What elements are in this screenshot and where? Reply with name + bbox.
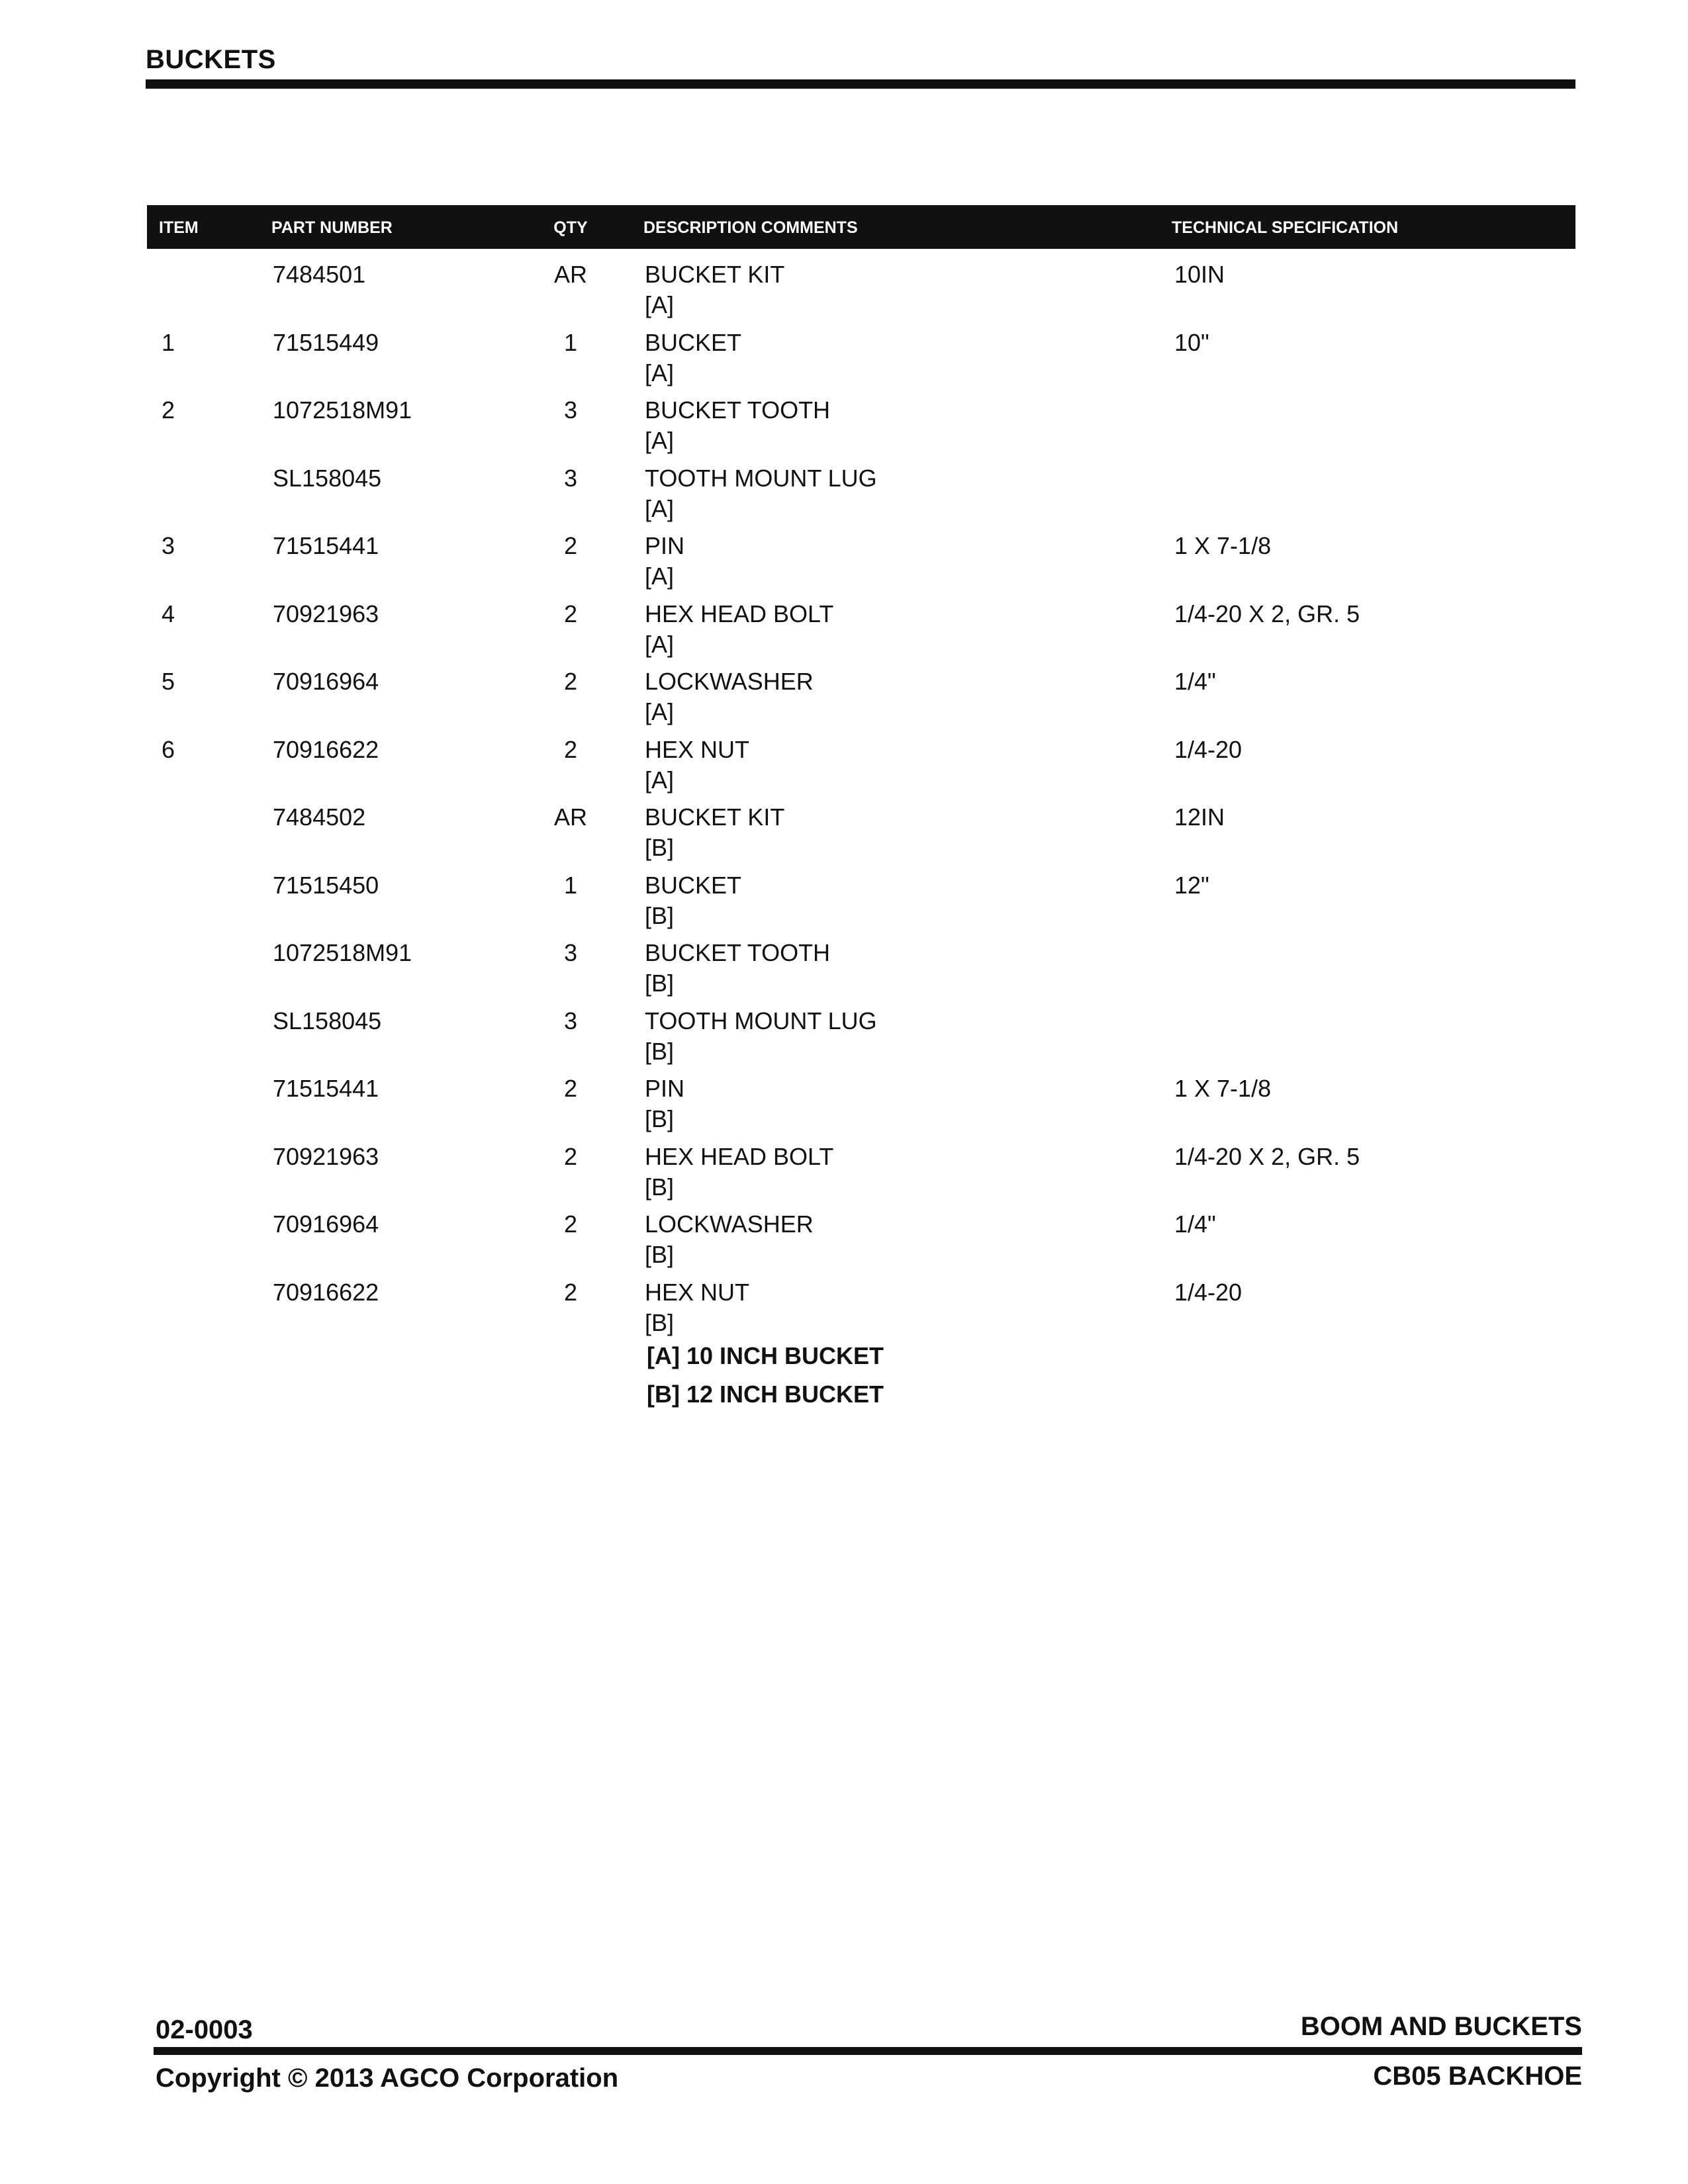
technical-specification: 1/4" [1174,1210,1216,1238]
item-number: 2 [162,396,175,424]
table-row [147,656,1575,724]
kit-reference: [A] [645,291,675,318]
item-number: 3 [162,532,175,559]
column-header-qty: QTY [553,218,588,237]
footer-rule [154,2047,1582,2055]
quantity: AR [553,261,587,288]
table-row [147,1267,1575,1335]
table-row [147,453,1575,521]
part-number: 70916622 [273,1278,379,1306]
page-title: BUCKETS [146,45,276,74]
kit-reference: [A] [645,698,675,725]
table-row [147,1199,1575,1267]
part-number: 7484501 [273,261,366,288]
quantity: 2 [563,1210,578,1238]
description: HEX HEAD BOLT [645,1142,834,1170]
description: BUCKET TOOTH [645,396,831,424]
quantity: 1 [563,328,578,356]
kit-reference: [A] [645,766,675,794]
table-header [147,205,1575,249]
kit-reference: [B] [645,970,675,997]
technical-specification: 1/4-20 [1174,735,1243,763]
technical-specification: 1/4-20 [1174,1278,1243,1306]
technical-specification: 1/4-20 X 2, GR. 5 [1174,600,1360,627]
kit-reference: [A] [645,359,675,387]
description: PIN [645,532,685,559]
item-number: 5 [162,668,175,695]
description: BUCKET TOOTH [645,939,831,966]
quantity: 3 [563,396,578,424]
description: TOOTH MOUNT LUG [645,464,877,492]
quantity: 2 [563,600,578,627]
description: TOOTH MOUNT LUG [645,1007,877,1034]
quantity: 2 [563,668,578,695]
technical-specification: 12IN [1174,803,1225,831]
description: HEX NUT [645,1278,750,1306]
copyright-notice: Copyright © 2013 AGCO Corporation [156,2064,619,2093]
part-number: 70916964 [273,668,379,695]
description: HEX HEAD BOLT [645,600,834,627]
item-number: 4 [162,600,175,627]
quantity: 2 [563,1142,578,1170]
part-number: 70921963 [273,1142,379,1170]
table-row [147,1131,1575,1199]
legend-note-b: [B] 12 INCH BUCKET [647,1381,884,1408]
legend-note-a: [A] 10 INCH BUCKET [647,1342,884,1369]
table-row [147,995,1575,1064]
part-number: 7484502 [273,803,366,831]
quantity: 3 [563,939,578,966]
kit-reference: [B] [645,1037,675,1065]
technical-specification: 1/4" [1174,668,1216,695]
technical-specification: 12" [1174,871,1209,899]
table-row [147,860,1575,928]
quantity: 2 [563,735,578,763]
quantity: 2 [563,1075,578,1102]
description: HEX NUT [645,735,750,763]
quantity: 2 [563,532,578,559]
section-title: BOOM AND BUCKETS [1300,2012,1582,2041]
table-row [147,520,1575,588]
table-row [147,588,1575,657]
table-row [147,724,1575,792]
kit-reference: [B] [645,1241,675,1268]
technical-specification: 10IN [1174,261,1225,288]
table-row [147,792,1575,860]
quantity: 3 [563,464,578,492]
kit-reference: [A] [645,630,675,658]
parts-table [147,205,1575,1414]
description: LOCKWASHER [645,668,814,695]
technical-specification: 1/4-20 X 2, GR. 5 [1174,1142,1360,1170]
kit-legend [647,1337,1575,1414]
column-header-item: ITEM [159,218,199,237]
kit-reference: [B] [645,1105,675,1132]
kit-reference: [A] [645,563,675,590]
table-row [147,385,1575,453]
kit-reference: [B] [645,1173,675,1201]
header-rule [146,79,1575,89]
part-number: 1072518M91 [273,396,412,424]
description: PIN [645,1075,685,1102]
description: BUCKET KIT [645,803,785,831]
table-body [147,249,1575,1334]
item-number: 6 [162,735,175,763]
technical-specification: 1 X 7-1/8 [1174,1075,1272,1102]
part-number: 71515441 [273,1075,379,1102]
part-number: SL158045 [273,464,382,492]
quantity: 3 [563,1007,578,1034]
part-number: 71515441 [273,532,379,559]
page-code: 02-0003 [156,2015,253,2044]
technical-specification: 10" [1174,328,1209,356]
technical-specification: 1 X 7-1/8 [1174,532,1272,559]
table-row [147,249,1575,317]
column-header-description: DESCRIPTION COMMENTS [643,218,858,237]
table-row [147,927,1575,995]
table-row [147,1063,1575,1131]
kit-reference: [B] [645,1308,675,1336]
column-header-part-number: PART NUMBER [271,218,393,237]
kit-reference: [B] [645,834,675,861]
column-header-technical-specification: TECHNICAL SPECIFICATION [1172,218,1399,237]
part-number: 71515449 [273,328,379,356]
part-number: 1072518M91 [273,939,412,966]
quantity: 2 [563,1278,578,1306]
part-number: 70916622 [273,735,379,763]
part-number: 70916964 [273,1210,379,1238]
description: LOCKWASHER [645,1210,814,1238]
kit-reference: [B] [645,901,675,929]
part-number: SL158045 [273,1007,382,1034]
description: BUCKET [645,328,742,356]
table-row [147,317,1575,385]
model-name: CB05 BACKHOE [1373,2062,1582,2091]
quantity: AR [553,803,587,831]
description: BUCKET [645,871,742,899]
part-number: 71515450 [273,871,379,899]
description: BUCKET KIT [645,261,785,288]
item-number: 1 [162,328,175,356]
kit-reference: [A] [645,494,675,522]
quantity: 1 [563,871,578,899]
kit-reference: [A] [645,427,675,454]
part-number: 70921963 [273,600,379,627]
